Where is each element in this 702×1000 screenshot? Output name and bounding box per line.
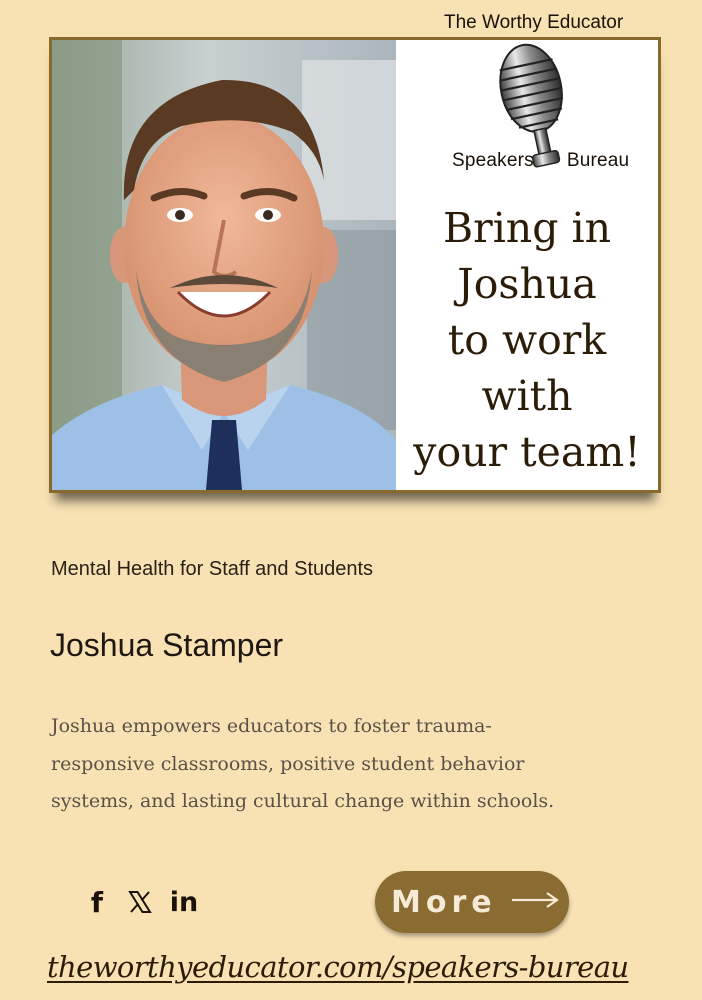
x-icon[interactable] [126, 886, 154, 918]
headline-line: your team! [413, 428, 641, 476]
speaker-name: Joshua Stamper [50, 627, 284, 663]
speakers-bureau-link[interactable]: theworthyeducator.com/speakers-bureau [47, 950, 629, 984]
speakers-bureau-label [452, 150, 629, 172]
speaker-category: Mental Health for Staff and Students [51, 558, 374, 580]
more-button[interactable] [375, 871, 569, 933]
description-line: systems, and lasting cultural change within schools. [51, 790, 555, 812]
speaker-banner [49, 37, 661, 493]
speaker-portrait-illustration [52, 40, 396, 490]
headline-line: with [481, 372, 573, 420]
more-button-label: More [391, 884, 497, 920]
speakers-word: Speakers [452, 150, 534, 171]
brand-title: The Worthy Educator [444, 12, 624, 33]
headline-line: to work [447, 316, 607, 364]
speaker-description [51, 708, 591, 821]
arrow-right-icon [511, 890, 559, 915]
promo-panel [396, 40, 658, 490]
headline-line: Joshua [457, 260, 597, 308]
linkedin-icon[interactable]: in [169, 886, 199, 918]
facebook-icon[interactable]: f [90, 885, 104, 919]
bureau-word: Bureau [566, 150, 630, 171]
description-line: responsive classrooms, positive student behavior [51, 752, 525, 775]
description-line: Joshua empowers educators to foster trauma- [51, 715, 492, 737]
speaker-photo [52, 40, 396, 490]
headline-line: Bring in [442, 204, 612, 252]
promo-headline [396, 200, 658, 480]
x-logo-glyph [128, 890, 152, 914]
